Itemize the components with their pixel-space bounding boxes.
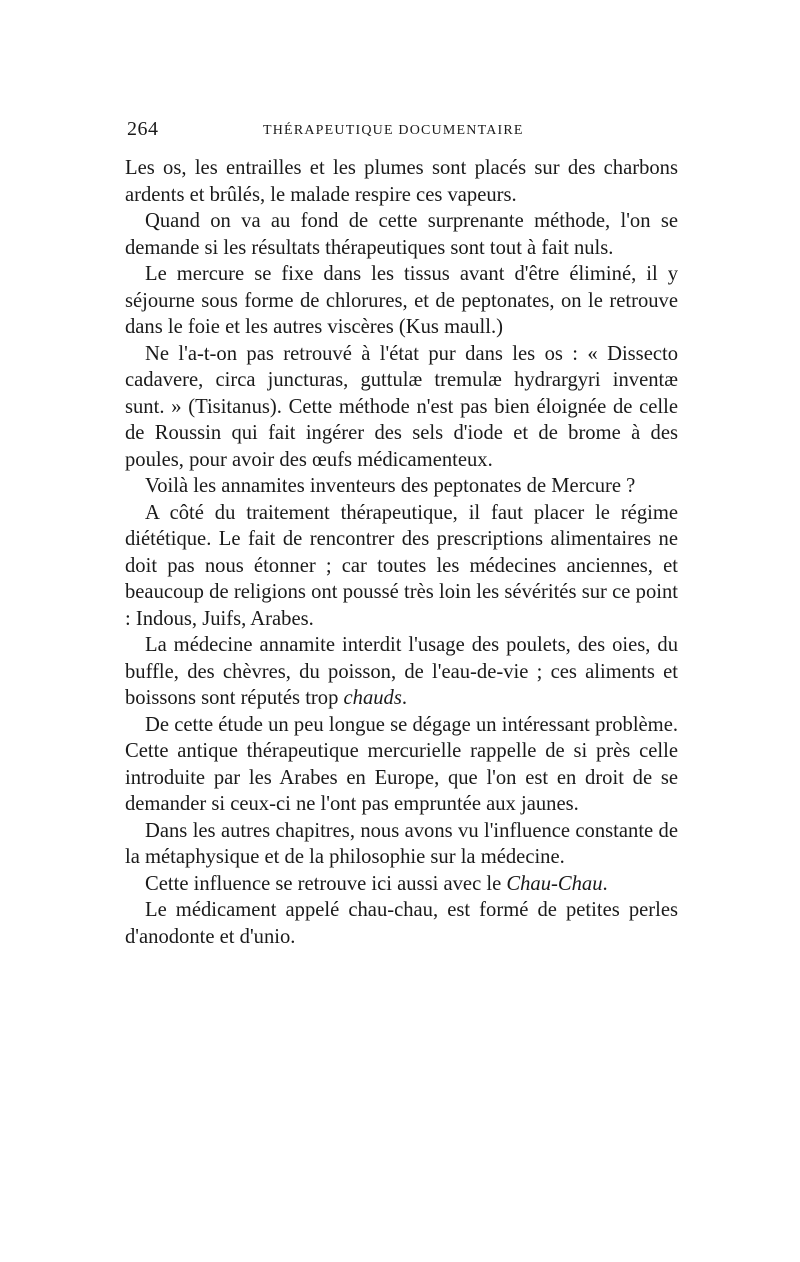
page-header [125, 118, 680, 142]
paragraph-text: Cette influence se retrouve ici aussi avec le [145, 872, 507, 895]
paragraph: Le médicament appelé chau-chau, est formé de petites perles d'anodonte et d'unio. [125, 899, 678, 948]
paragraph: Ne l'a-t-on pas retrouvé à l'état pur dans les os : « Dissecto cadavere, circa juncturas, guttulæ tremulæ hydrargyri inventæ sunt. » (Tisitanus). Cette méthode n'est pas bien éloignée de celle de Roussin qui fait ingérer des sels d'iode et de brome à des poules, pour avoir des œufs médicamenteux. [125, 342, 678, 471]
page-number: 264 [127, 118, 159, 140]
paragraph: De cette étude un peu longue se dégage un intéressant problème. Cette antique thérapeutique mercurielle rappelle de si près celle introduite par les Arabes en Europe, que l'on est en droit de se demander si ceux-ci ne l'ont pas empruntée aux jaunes. [125, 713, 678, 815]
paragraph [125, 871, 678, 898]
italic-term: Chau-Chau [506, 872, 603, 895]
running-title: THÉRAPEUTIQUE DOCUMENTAIRE [263, 123, 524, 138]
paragraph: Les os, les entrailles et les plumes sont placés sur des charbons ardents et brûlés, le malade respire ces vapeurs. [125, 157, 678, 206]
paragraph [125, 632, 678, 712]
paragraph: Voilà les annamites inventeurs des peptonates de Mercure ? [145, 475, 636, 497]
italic-term: chauds [343, 687, 402, 709]
paragraph: Dans les autres chapitres, nous avons vu l'influence constante de la métaphysique et de la philosophie sur la médecine. [125, 819, 678, 868]
paragraph: Le mercure se fixe dans les tissus avant d'être éliminé, il y séjourne sous forme de chlorures, et de peptonates, on le retrouve dans le foie et les autres viscères (Kus maull.) [125, 263, 678, 338]
paragraph: Quand on va au fond de cette surprenante méthode, l'on se demande si les résultats thérapeutiques sont tout à fait nuls. [125, 210, 678, 259]
paragraph-text: . [602, 872, 608, 895]
paragraph-text: La médecine annamite interdit l'usage des poulets, des oies, du buffle, des chèvres, du poisson, de l'eau-de-vie ; ces aliments et boissons sont réputés trop [125, 634, 678, 709]
body-text [125, 155, 678, 950]
paragraph-text: . [401, 687, 408, 709]
paragraph: A côté du traitement thérapeutique, il faut placer le régime diététique. Le fait de rencontrer des prescriptions alimentaires ne doit pas nous étonner ; car toutes les médecines anciennes, et beaucoup de religions ont poussé très loin les sévérités sur ce point : Indous, Juifs, Arabes. [125, 501, 678, 630]
